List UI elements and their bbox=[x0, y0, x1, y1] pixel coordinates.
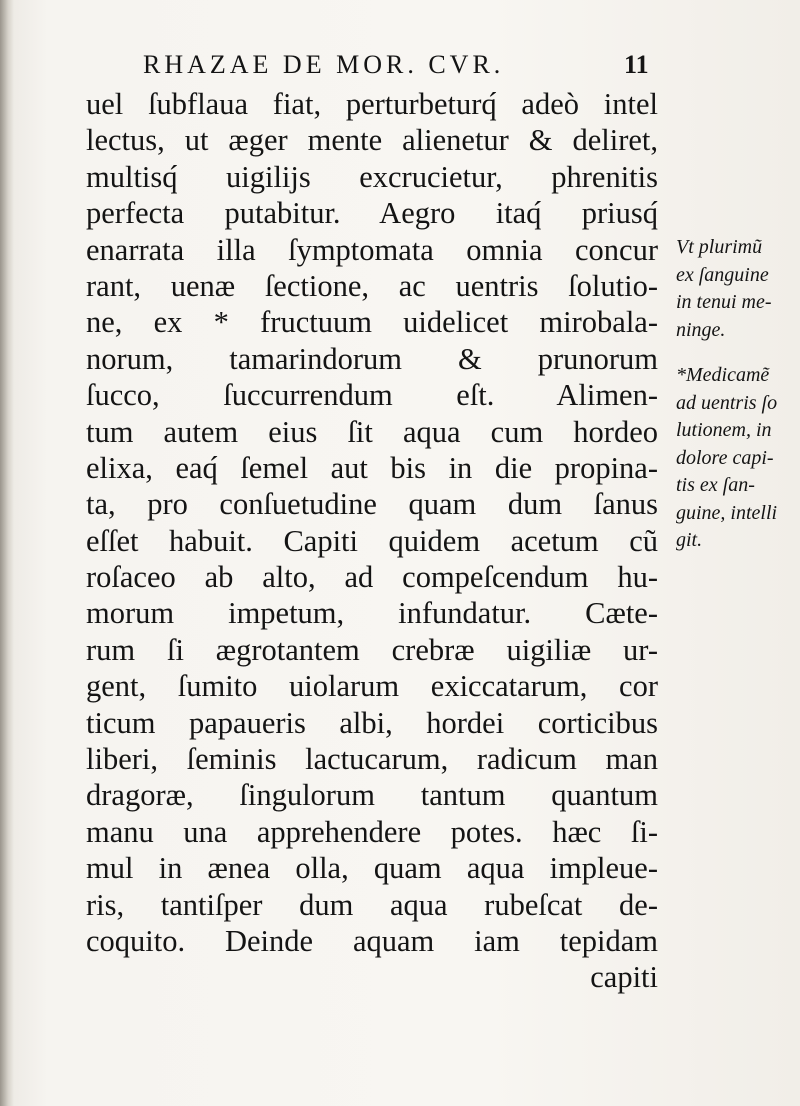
catchword: capiti bbox=[590, 960, 658, 995]
spine-shadow bbox=[0, 0, 14, 1106]
text-line: liberi, ſeminis lactucarum, radicum man bbox=[86, 742, 658, 777]
running-head: RHAZAE DE MOR. CVR. bbox=[143, 50, 505, 79]
text-line: uel ſubflaua fiat, perturbeturq́ adeò intel bbox=[86, 87, 658, 121]
note-spacer bbox=[676, 344, 798, 362]
note-line: *Medicamẽ bbox=[676, 364, 770, 386]
text-line: rum ſi ægrotantem crebræ uigiliæ ur- bbox=[86, 632, 658, 667]
page-number: 11 bbox=[624, 50, 649, 79]
text-line: rant, uenæ ſectione, ac uentris ſolutio- bbox=[86, 268, 658, 303]
text-line: dragoræ, ſingulorum tantum quantum bbox=[86, 778, 658, 813]
text-line: ris, tantiſper dum aqua rubeſcat de- bbox=[86, 887, 658, 922]
text-line: perfecta putabitur. Aegro itaq́ priusq́ bbox=[86, 196, 658, 231]
text-line: eſſet habuit. Capiti quidem acetum cũ bbox=[86, 523, 658, 558]
note-line: ad uentris ſo bbox=[676, 391, 778, 414]
margin-note-1 bbox=[676, 234, 798, 344]
text-line: enarrata illa ſymptomata omnia concur bbox=[86, 232, 658, 267]
note-line: in tenui me- bbox=[676, 291, 772, 313]
note-line: ninge. bbox=[676, 318, 726, 341]
note-line: tis ex ſan- bbox=[676, 474, 755, 496]
text-line: mul in ænea olla, quam aqua impleue- bbox=[86, 851, 658, 886]
text-line: coquito. Deinde aquam iam tepidam bbox=[86, 923, 658, 958]
main-text-block bbox=[86, 86, 658, 996]
note-line: lutionem, in bbox=[676, 419, 772, 441]
text-line: elixa, eaq́ ſemel aut bis in die propina- bbox=[86, 450, 658, 485]
text-line: lectus, ut æger mente alienetur & deliret, bbox=[86, 123, 658, 158]
note-line: dolore capi- bbox=[676, 446, 774, 469]
text-line: ticum papaueris albi, hordei corticibus bbox=[86, 705, 658, 740]
text-line: morum impetum, infundatur. Cæte- bbox=[86, 596, 658, 631]
text-line: tum autem eius ſit aqua cum hordeo bbox=[86, 414, 658, 449]
margin-note-2 bbox=[676, 362, 798, 555]
text-line: ta, pro conſuetudine quam dum ſanus bbox=[86, 487, 658, 522]
text-line: gent, ſumito uiolarum exiccatarum, cor bbox=[86, 669, 658, 704]
note-line: Vt plurimũ bbox=[676, 236, 763, 258]
note-line: guine, intelli bbox=[676, 501, 778, 524]
marginal-notes bbox=[676, 234, 798, 555]
text-line: ne, ex * fructuum uidelicet mirobala- bbox=[86, 305, 658, 340]
text-line: roſaceo ab alto, ad compeſcendum hu- bbox=[86, 560, 658, 595]
note-line: git. bbox=[676, 529, 703, 551]
text-line: ſucco, ſuccurrendum eſt. Alimen- bbox=[86, 378, 658, 413]
text-line: manu una apprehendere potes. hæc ſi- bbox=[86, 814, 658, 849]
text-line: multisq́ uigilijs excrucietur, phrenitis bbox=[86, 159, 658, 194]
text-line: norum, tamarindorum & prunorum bbox=[86, 341, 658, 376]
note-line: ex ſanguine bbox=[676, 263, 769, 286]
